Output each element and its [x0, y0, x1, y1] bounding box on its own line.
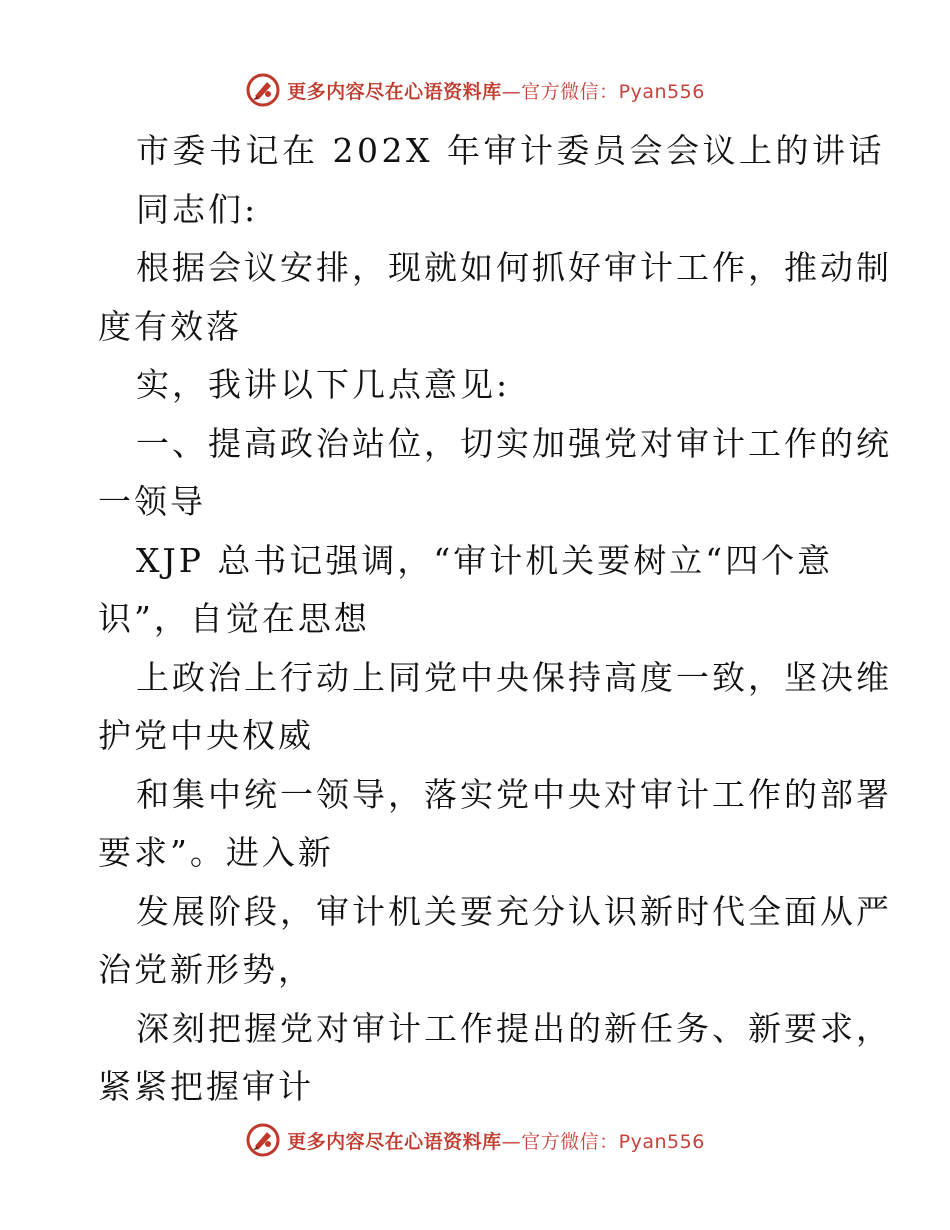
document-title: 市委书记在 202X 年审计委员会会议上的讲话: [136, 131, 885, 170]
document-body: [98, 122, 892, 1117]
pen-logo-icon: [245, 72, 281, 108]
paragraph-line: 紧紧把握审计: [98, 1067, 314, 1106]
banner-brand: 更多内容尽在心语资料库: [287, 1130, 502, 1153]
banner-text: [287, 1127, 705, 1154]
banner-separator: —: [501, 1130, 522, 1153]
banner-contact: 官方微信：Pyan556: [521, 80, 705, 103]
paragraph-line: 识”，自觉在思想: [98, 599, 370, 638]
banner-text: [287, 77, 705, 104]
paragraph-line: 根据会议安排，现就如何抓好审计工作，推动制: [136, 248, 892, 287]
banner-brand: 更多内容尽在心语资料库: [287, 80, 502, 103]
paragraph-line: XJP 总书记强调，“审计机关要树立“四个意: [136, 540, 834, 580]
paragraph-line: 上政治上行动上同党中央保持高度一致，坚决维: [136, 657, 892, 697]
paragraph-line: 护党中央权威: [98, 716, 314, 755]
footer-banner: [0, 1120, 950, 1160]
pen-logo-icon: [245, 1122, 281, 1158]
paragraph-line: 度有效落: [98, 306, 242, 346]
paragraph-line: 实，我讲以下几点意见:: [136, 365, 511, 404]
paragraph-line: 同志们:: [136, 189, 259, 229]
paragraph-line: 和集中统一领导，落实党中央对审计工作的部署: [136, 774, 892, 814]
section-heading: 一、提高政治站位，切实加强党对审计工作的统: [136, 423, 892, 463]
header-banner: [0, 70, 950, 110]
paragraph-line: 治党新形势，: [98, 950, 314, 989]
section-heading-cont: 一领导: [98, 482, 206, 521]
banner-separator: —: [501, 80, 522, 103]
banner-contact: 官方微信：Pyan556: [521, 1130, 705, 1153]
paragraph-line: 发展阶段，审计机关要充分认识新时代全面从严: [136, 891, 892, 931]
paragraph-line: 要求”。进入新: [98, 833, 334, 872]
paragraph-line: 深刻把握党对审计工作提出的新任务、新要求，: [136, 1008, 892, 1048]
